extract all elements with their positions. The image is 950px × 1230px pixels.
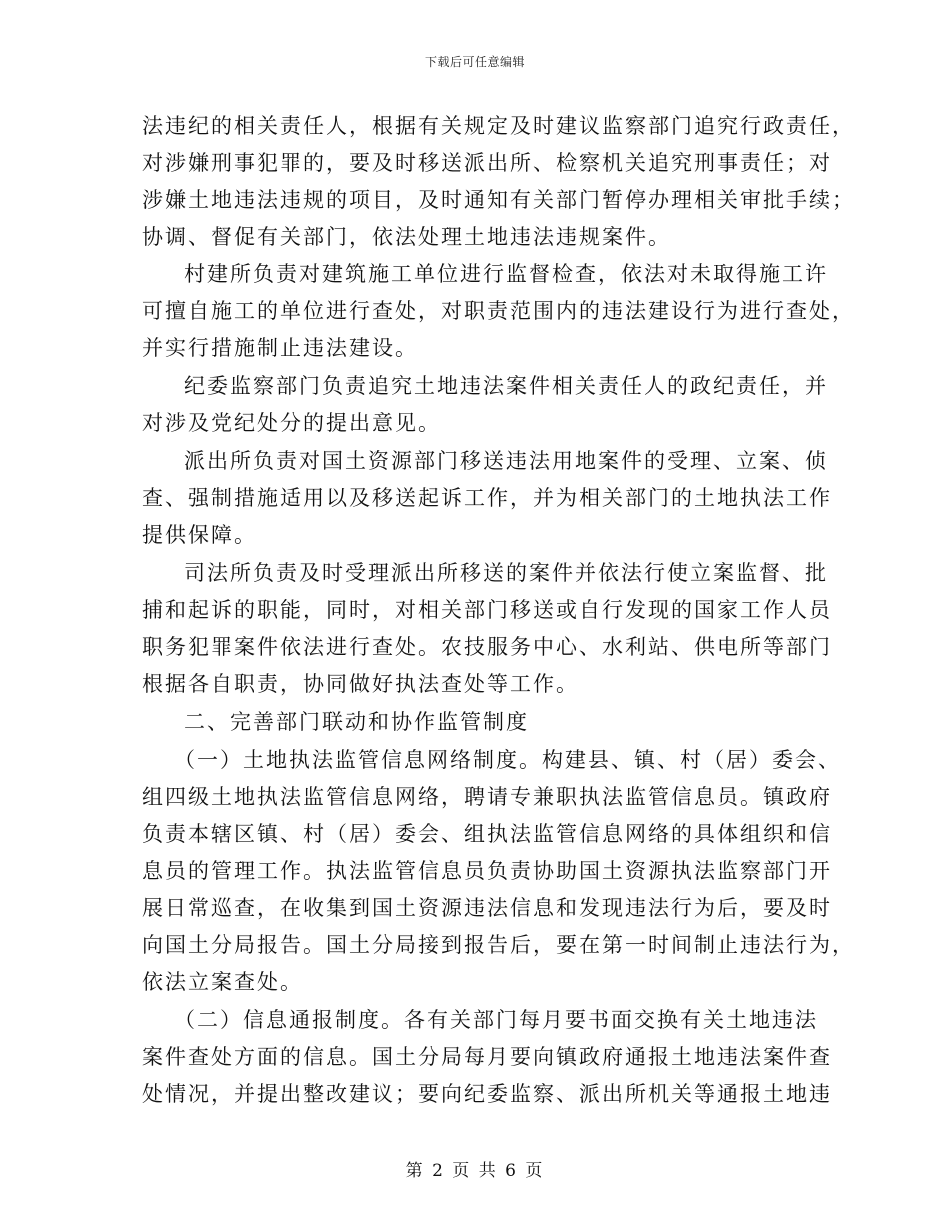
text-line: 息员的管理工作。执法监管信息员负责协助国土资源执法监察部门开	[142, 859, 832, 883]
text-line: 司法所负责及时受理派出所移送的案件并依法行使立案监督、批	[184, 561, 828, 585]
text-line: 纪委监察部门负责追究土地违法案件相关责任人的政纪责任，并	[184, 374, 828, 398]
text-line: 处情况，并提出整改建议；要向纪委监察、派出所机关等通报土地违	[142, 1082, 832, 1106]
page-header: 下载后可任意编辑	[424, 55, 525, 69]
text-line: 根据各自职责，协同做好执法查处等工作。	[142, 672, 579, 696]
text-line: 组四级土地执法监管信息网络，聘请专兼职执法监管信息员。镇政府	[142, 785, 832, 809]
text-line: （二）信息通报制度。各有关部门每月要书面交换有关土地违法	[174, 1008, 818, 1032]
text-line: 对涉嫌刑事犯罪的，要及时移送派出所、检察机关追究刑事责任；对	[142, 151, 832, 175]
text-line: 案件查处方面的信息。国土分局每月要向镇政府通报土地违法案件查	[142, 1045, 832, 1069]
text-line: 法违纪的相关责任人，根据有关规定及时建议监察部门追究行政责任，	[142, 114, 855, 138]
text-line: 村建所负责对建筑施工单位进行监督检查，依法对未取得施工许	[184, 262, 828, 286]
text-line: 派出所负责对国土资源部门移送违法用地案件的受理、立案、侦	[184, 449, 828, 473]
text-line: 展日常巡查，在收集到国土资源违法信息和发现违法行为后，要及时	[142, 896, 832, 920]
text-line: 负责本辖区镇、村（居）委会、组执法监管信息网络的具体组织和信	[142, 822, 832, 846]
text-line: 向国土分局报告。国土分局接到报告后，要在第一时间制止违法行为，	[142, 933, 855, 957]
text-line: 涉嫌土地违法违规的项目，及时通知有关部门暂停办理相关审批手续；	[142, 188, 855, 212]
text-line: 对涉及党纪处分的提出意见。	[142, 411, 441, 435]
text-line: （一）土地执法监管信息网络制度。构建县、镇、村（居）委会、	[174, 748, 841, 772]
text-line: 提供保障。	[142, 523, 257, 547]
section-heading: 二、完善部门联动和协作监管制度	[184, 710, 529, 734]
text-line: 职务犯罪案件依法进行查处。农技服务中心、水利站、供电所等部门	[142, 635, 832, 659]
text-line: 依法立案查处。	[142, 970, 303, 994]
text-line: 查、强制措施适用以及移送起诉工作，并为相关部门的土地执法工作	[142, 486, 832, 510]
text-line: 并实行措施制止违法建设。	[142, 336, 418, 360]
text-line: 协调、督促有关部门，依法处理土地违法违规案件。	[142, 225, 671, 249]
text-line: 捕和起诉的职能，同时，对相关部门移送或自行发现的国家工作人员	[142, 598, 832, 622]
text-line: 可擅自施工的单位进行查处，对职责范围内的违法建设行为进行查处，	[142, 299, 855, 323]
page-footer: 第 2 页 共 6 页	[405, 1161, 545, 1181]
